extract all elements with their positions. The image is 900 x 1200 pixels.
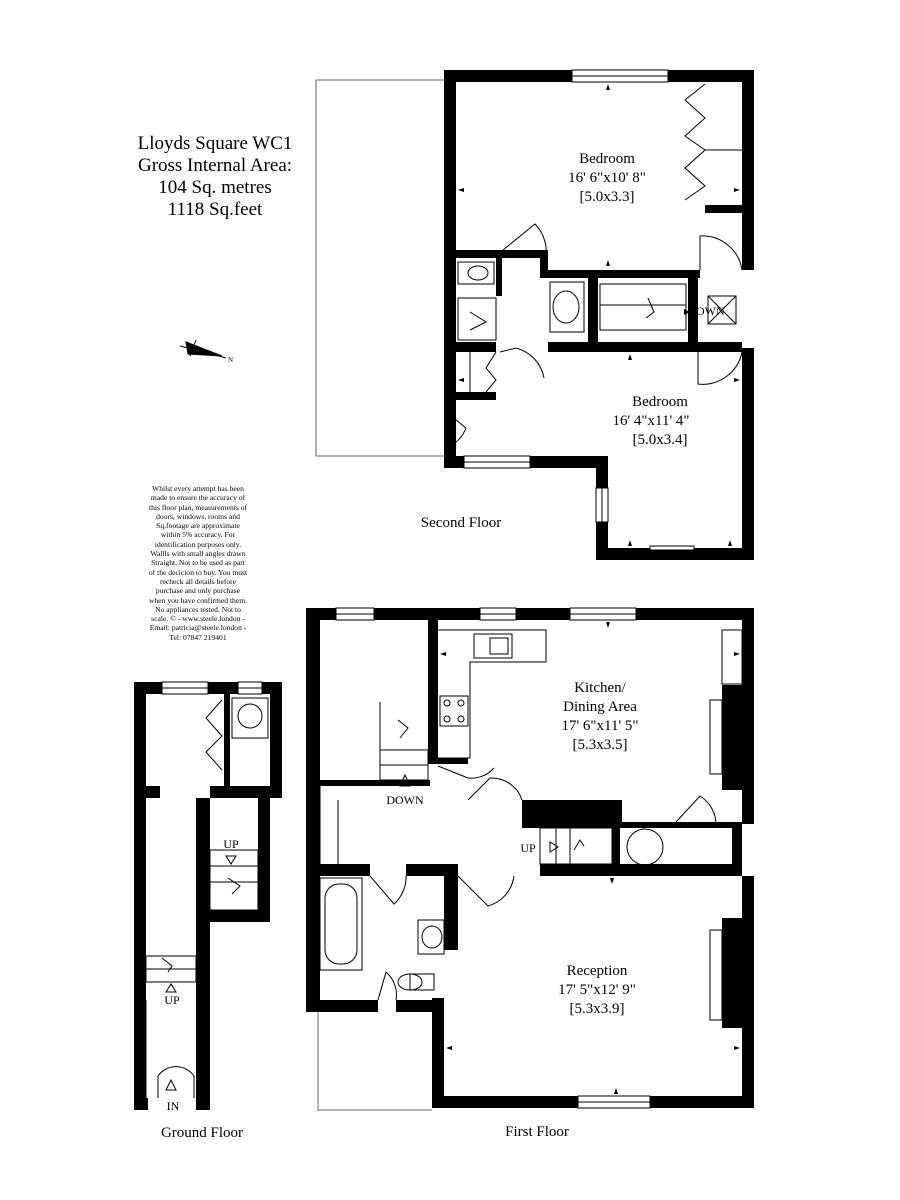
reception-metric: [5.3x3.9] [569, 1001, 625, 1017]
second-floor-plan [316, 70, 754, 560]
first-floor-up-label: UP [520, 841, 536, 855]
first-floor-yard-outline [318, 1010, 432, 1110]
second-floor-label: Second Floor [420, 515, 502, 531]
disclaimer-line: Wallls with small angles drawn [150, 549, 246, 559]
bedroom1-imperial: 16' 6"x10' 8" [568, 170, 646, 186]
disclaimer-line: Sq.footage are approximate [156, 521, 240, 531]
disclaimer-line: Email: patricia@steele.london - [149, 623, 247, 633]
ground-floor-label: Ground Floor [160, 1125, 244, 1141]
terrace-outline [316, 80, 444, 456]
area-imperial: 1118 Sq.feet [167, 199, 263, 220]
disclaimer-line: scale. © - www.steele.london - [151, 614, 245, 624]
kitchen-imperial: 17' 6"x11' 5" [561, 718, 639, 734]
disclaimer-line: when you have confirmed them. [148, 595, 248, 605]
bedroom2-name: Bedroom [632, 394, 688, 410]
ground-floor-up-label-1: UP [223, 837, 239, 851]
ground-floor-up-label-2: UP [164, 993, 180, 1007]
disclaimer-line: doors, windows, rooms and [156, 511, 240, 521]
first-floor-down-label: DOWN [386, 793, 424, 807]
bedroom1-name: Bedroom [579, 151, 635, 167]
disclaimer-line: identification purposes only. [154, 539, 242, 549]
entrance-label: IN [166, 1099, 180, 1113]
bedroom2-metric: [5.0x3.4] [632, 432, 688, 448]
disclaimer-line: No appliances tested. Not to [155, 604, 241, 614]
area-metric: 104 Sq. metres [158, 177, 272, 198]
disclaimer-line: purchase and only purchase [155, 586, 241, 596]
area-label: Gross Internal Area: [137, 155, 293, 176]
disclaimer-line: within 5% accuracy. For [160, 530, 236, 540]
bedroom2-imperial: 16' 4"x11' 4" [612, 413, 690, 429]
compass-icon [180, 340, 233, 364]
second-floor-down-label: DOWN [687, 304, 725, 318]
first-floor-plan [306, 608, 754, 1140]
disclaimer-line: Tel: 07847 219401 [169, 632, 227, 642]
kitchen-name: Kitchen/ [574, 680, 626, 696]
compass-label: N [228, 356, 234, 364]
disclaimer-line: Straight. Not to be used as part [151, 558, 245, 568]
property-title: Lloyds Square WC1 [137, 133, 293, 154]
first-floor-label: First Floor [505, 1124, 569, 1140]
ground-floor-walls [134, 682, 282, 1110]
kitchen-name-2: Dining Area [563, 699, 637, 715]
bedroom1-metric: [5.0x3.3] [579, 189, 635, 205]
disclaimer-line: this floor plan, measurements of [148, 502, 248, 512]
disclaimer-line: made to ensure the accuracy of [150, 493, 246, 503]
disclaimer-line: of the decicion to buy. You must [148, 567, 248, 577]
disclaimer-line: recheck all details before [159, 576, 237, 586]
ground-floor-plan [134, 682, 282, 1141]
disclaimer-line: Whilst every attempt has been [152, 484, 244, 493]
reception-imperial: 17' 5"x12' 9" [558, 982, 636, 998]
first-floor-walls [306, 608, 754, 1108]
reception-name: Reception [566, 963, 628, 979]
kitchen-metric: [5.3x3.5] [572, 737, 628, 753]
